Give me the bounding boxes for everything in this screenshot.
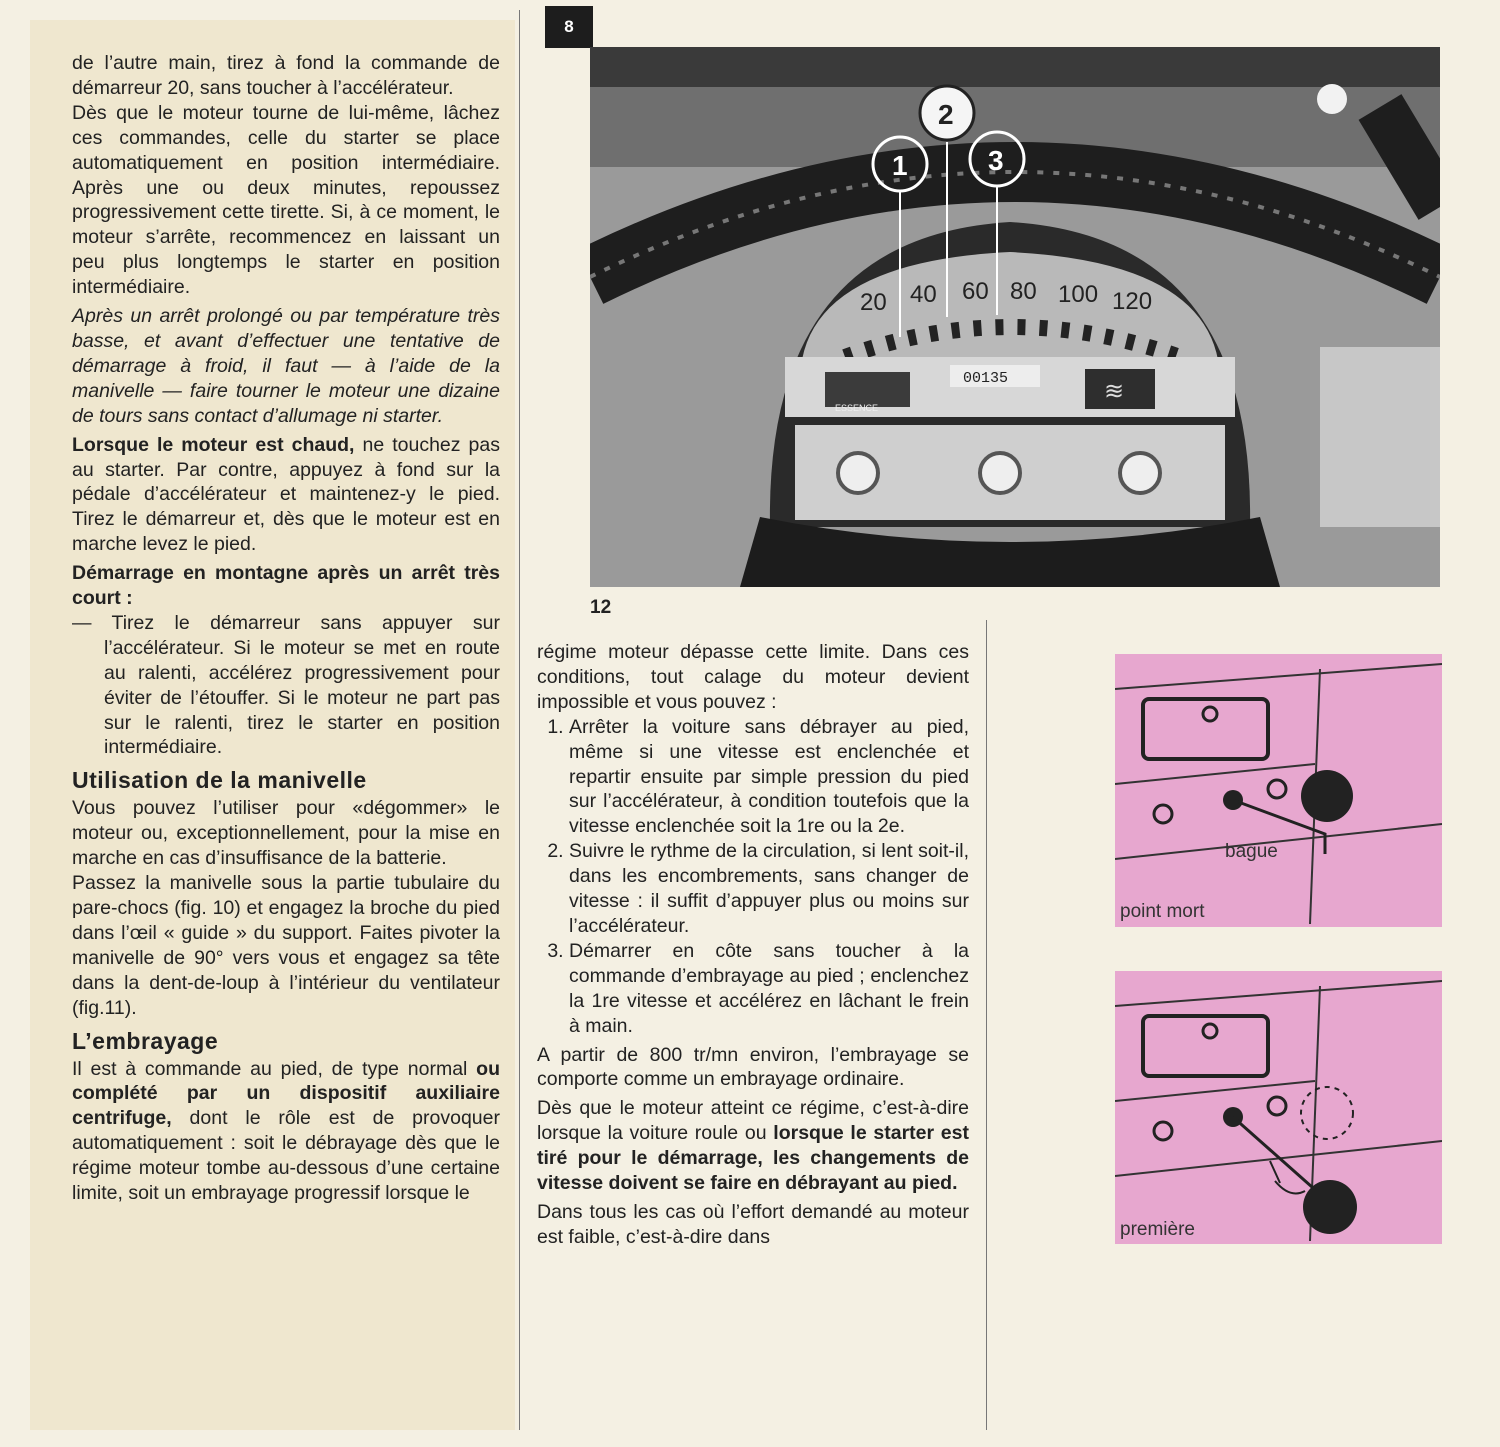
- text: Dès que le moteur atteint ce régime, c’est-à-dire lorsque la voiture roule ou: [537, 1097, 969, 1145]
- knob: [838, 453, 878, 493]
- paragraph: de l’autre main, tirez à fond la commande de démarreur 20, sans toucher à l’accélérateur.: [72, 52, 500, 99]
- bold-text: ou complété par un dispositif auxiliaire centrifuge,: [72, 1057, 500, 1130]
- speed-label: 100: [1058, 281, 1099, 308]
- subheading: Démarrage en montagne après un arrêt très court :: [72, 562, 500, 610]
- text: Il est à commande au pied, de type normal: [72, 1057, 477, 1080]
- knob: [1120, 453, 1160, 493]
- bold-text: lorsque le starter est tiré pour le démarrage, les changements de vitesse doivent se faire en débrayant au pied.: [537, 1122, 969, 1195]
- diagram-neutral: [1115, 654, 1442, 927]
- speed-label: 120: [1112, 288, 1153, 315]
- paragraph: A partir de 800 tr/mn environ, l’embrayage se comporte comme un embrayage ordinaire.: [537, 1043, 969, 1091]
- paragraph: Dès que le moteur tourne de lui-même, lâchez ces commandes, celle du starter se place automatiquement en position intermédiaire. Après une ou deux minutes, repoussez progressivement cette tirette. Si, à ce moment, le moteur s’arrête, recommencez en laissant un peu plus longtemps le starter en position intermédiaire.: [72, 101, 500, 299]
- section-heading: L’embrayage: [72, 1027, 219, 1054]
- callout-2: 2: [938, 99, 954, 130]
- speed-label: 60: [962, 278, 989, 305]
- figure-number: 12: [590, 597, 612, 618]
- dash-item: — Tirez le démarreur sans appuyer sur l’accélérateur. Si le moteur se met en route au ralenti, accélérez progressivement pour éviter de l’étouffer. Si le moteur ne part pas sur le ralenti, tirez le starter en position intermédiaire.: [72, 611, 500, 759]
- text: dont le rôle est de provoquer automatiquement : soit le débrayage dès que le régime moteur tombe au-dessous d’une certaine limite, soit un embrayage progressif lorsque le: [72, 1107, 500, 1205]
- diagram-first-gear: [1115, 971, 1442, 1244]
- text: ne touchez pas au starter. Par contre, appuyez à fond sur la pédale d’accélérateur et maintenez-y le pied. Tirez le démarreur et, dès que le moteur est en marche levez le pied.: [72, 433, 500, 556]
- bold-text: Lorsque le moteur est chaud,: [72, 433, 355, 456]
- middle-column: [537, 640, 969, 1250]
- odometer: 00135: [963, 370, 1009, 387]
- knob: [980, 453, 1020, 493]
- list-item: 3. Démarrer en côte sans toucher à la commande d’embrayage au pied ; enclenchez la 1re vitesse et accélérez en lâchant le frein à main.: [569, 939, 969, 1039]
- callout-3: 3: [988, 145, 1004, 176]
- diagram-label: bague: [1225, 841, 1278, 862]
- speed-label: 20: [860, 289, 887, 316]
- paragraph: Dans tous les cas où l’effort demandé au moteur est faible, c’est-à-dire dans: [537, 1200, 969, 1248]
- paragraph: régime moteur dépasse cette limite. Dans ces conditions, tout calage du moteur devient impossible et vous pouvez :: [537, 641, 969, 713]
- paragraph: [537, 1096, 969, 1196]
- list-item: 1. Arrêter la voiture sans débrayer au pied, même si une vitesse est enclenchée et repartir ensuite par simple pression du pied sur l’accélérateur, à condition toutefois que la vitesse enclenchée soit la 1re ou la 2e.: [569, 715, 969, 840]
- column-divider: [986, 620, 987, 1430]
- left-column: [72, 51, 500, 1206]
- page-number-badge: 8: [545, 6, 593, 48]
- section-heading: Utilisation de la manivelle: [72, 767, 367, 794]
- paragraph-italic: Après un arrêt prolongé ou par température très basse, et avant d’effectuer une tentative de démarrage à froid, il faut — à l’aide de la manivelle — faire tourner le moteur une dizaine de tours sans contact d’allumage ni starter.: [72, 305, 500, 427]
- fuel-label: ESSENCE: [835, 403, 879, 413]
- dashboard-photo: [590, 47, 1440, 587]
- numbered-list: [537, 715, 969, 1039]
- paragraph: [72, 1057, 500, 1206]
- speed-label: 80: [1010, 278, 1037, 305]
- callout-1: 1: [892, 150, 908, 181]
- paragraph: Passez la manivelle sous la partie tubulaire du pare-chocs (fig. 10) et engagez la broche du pied dans l’œil « guide » du support. Faites pivoter la manivelle de 90° vers vous et engagez sa tête dans la dent-de-loup à l’intérieur du ventilateur (fig.11).: [72, 872, 500, 1019]
- column-divider: [519, 10, 520, 1430]
- speed-label: 40: [910, 281, 937, 308]
- paragraph: Vous pouvez l’utiliser pour «dégommer» le moteur ou, exceptionnellement, pour la mise en marche en cas d’insuffisance de la batterie.: [72, 797, 500, 870]
- paragraph: [72, 433, 500, 558]
- diagram-caption: point mort: [1120, 901, 1205, 922]
- diagram-caption: première: [1120, 1219, 1195, 1240]
- list-item: 2. Suivre le rythme de la circulation, si lent soit-il, dans les encombrements, sans changer de vitesse : il suffit d’appuyer plus ou moins sur l’accélérateur.: [569, 839, 969, 939]
- citroen-chevrons-icon: ≋: [1104, 378, 1125, 405]
